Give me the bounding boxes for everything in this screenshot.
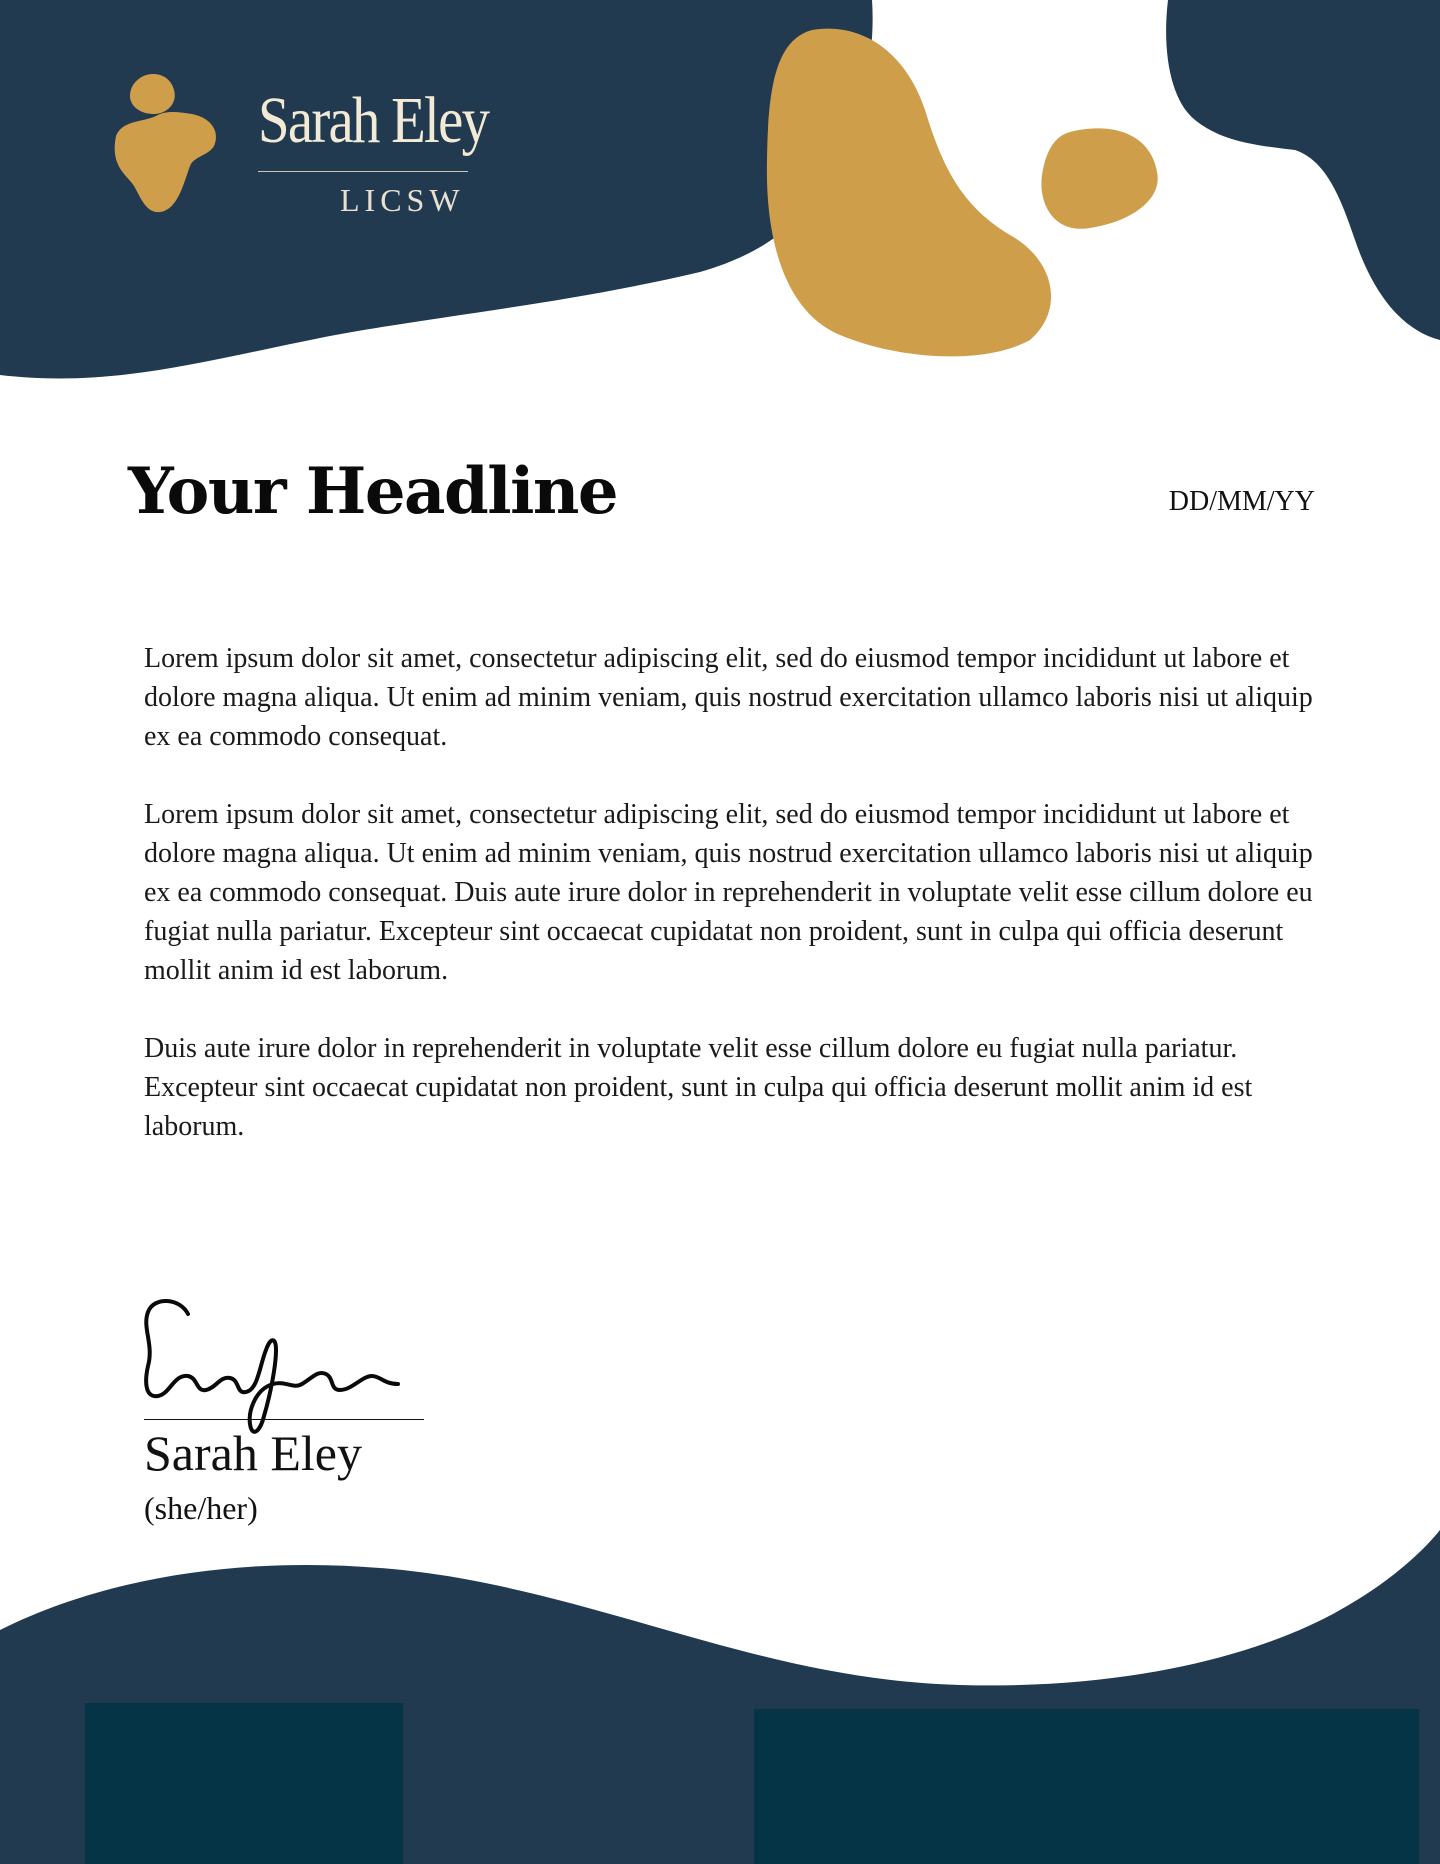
signature-line: [144, 1419, 424, 1420]
header-corner-shape: [1166, 0, 1440, 340]
body-paragraph-1: Lorem ipsum dolor sit amet, consectetur adipiscing elit, sed do eiusmod tempor incididunt ut labore et dolore magna aliqua. Ut enim ad minim veniam, quis nostrud exercitation ullamco laboris nisi ut aliquip ex ea commodo consequat.: [144, 643, 1313, 752]
footer-box-left: [85, 1703, 403, 1864]
body-paragraph-3: Duis aute irure dolor in reprehenderit in voluptate velit esse cillum dolore eu fugiat nulla pariatur. Excepteur sint occaecat cupidatat non proident, sunt in culpa qui officia deserunt mollit anim id est laborum.: [144, 1033, 1253, 1142]
footer-box-right: [754, 1709, 1419, 1864]
gold-large-blob: [767, 29, 1051, 357]
page-title: Your Headline: [128, 454, 618, 529]
gold-small-blob: [1041, 128, 1157, 228]
letter-body: [144, 639, 1314, 1185]
blob-logo-icon: [108, 70, 228, 220]
brand-name: Sarah Eley: [258, 84, 489, 157]
brand-credential: LICSW: [340, 182, 465, 218]
brand-divider: [258, 171, 468, 172]
signer-pronouns: (she/her): [144, 1490, 258, 1526]
body-paragraph-2: Lorem ipsum dolor sit amet, consectetur adipiscing elit, sed do eiusmod tempor incididunt ut labore et dolore magna aliqua. Ut enim ad minim veniam, quis nostrud exercitation ullamco laboris nisi ut aliquip ex ea commodo consequat. Duis aute irure dolor in reprehenderit in voluptate velit esse cillum dolore eu fugiat nulla pariatur. Excepteur sint occaecat cupidatat non proident, sunt in culpa qui officia deserunt mollit anim id est laborum.: [144, 799, 1313, 986]
date-field: DD/MM/YY: [1168, 486, 1315, 517]
signer-name: Sarah Eley: [144, 1425, 362, 1481]
